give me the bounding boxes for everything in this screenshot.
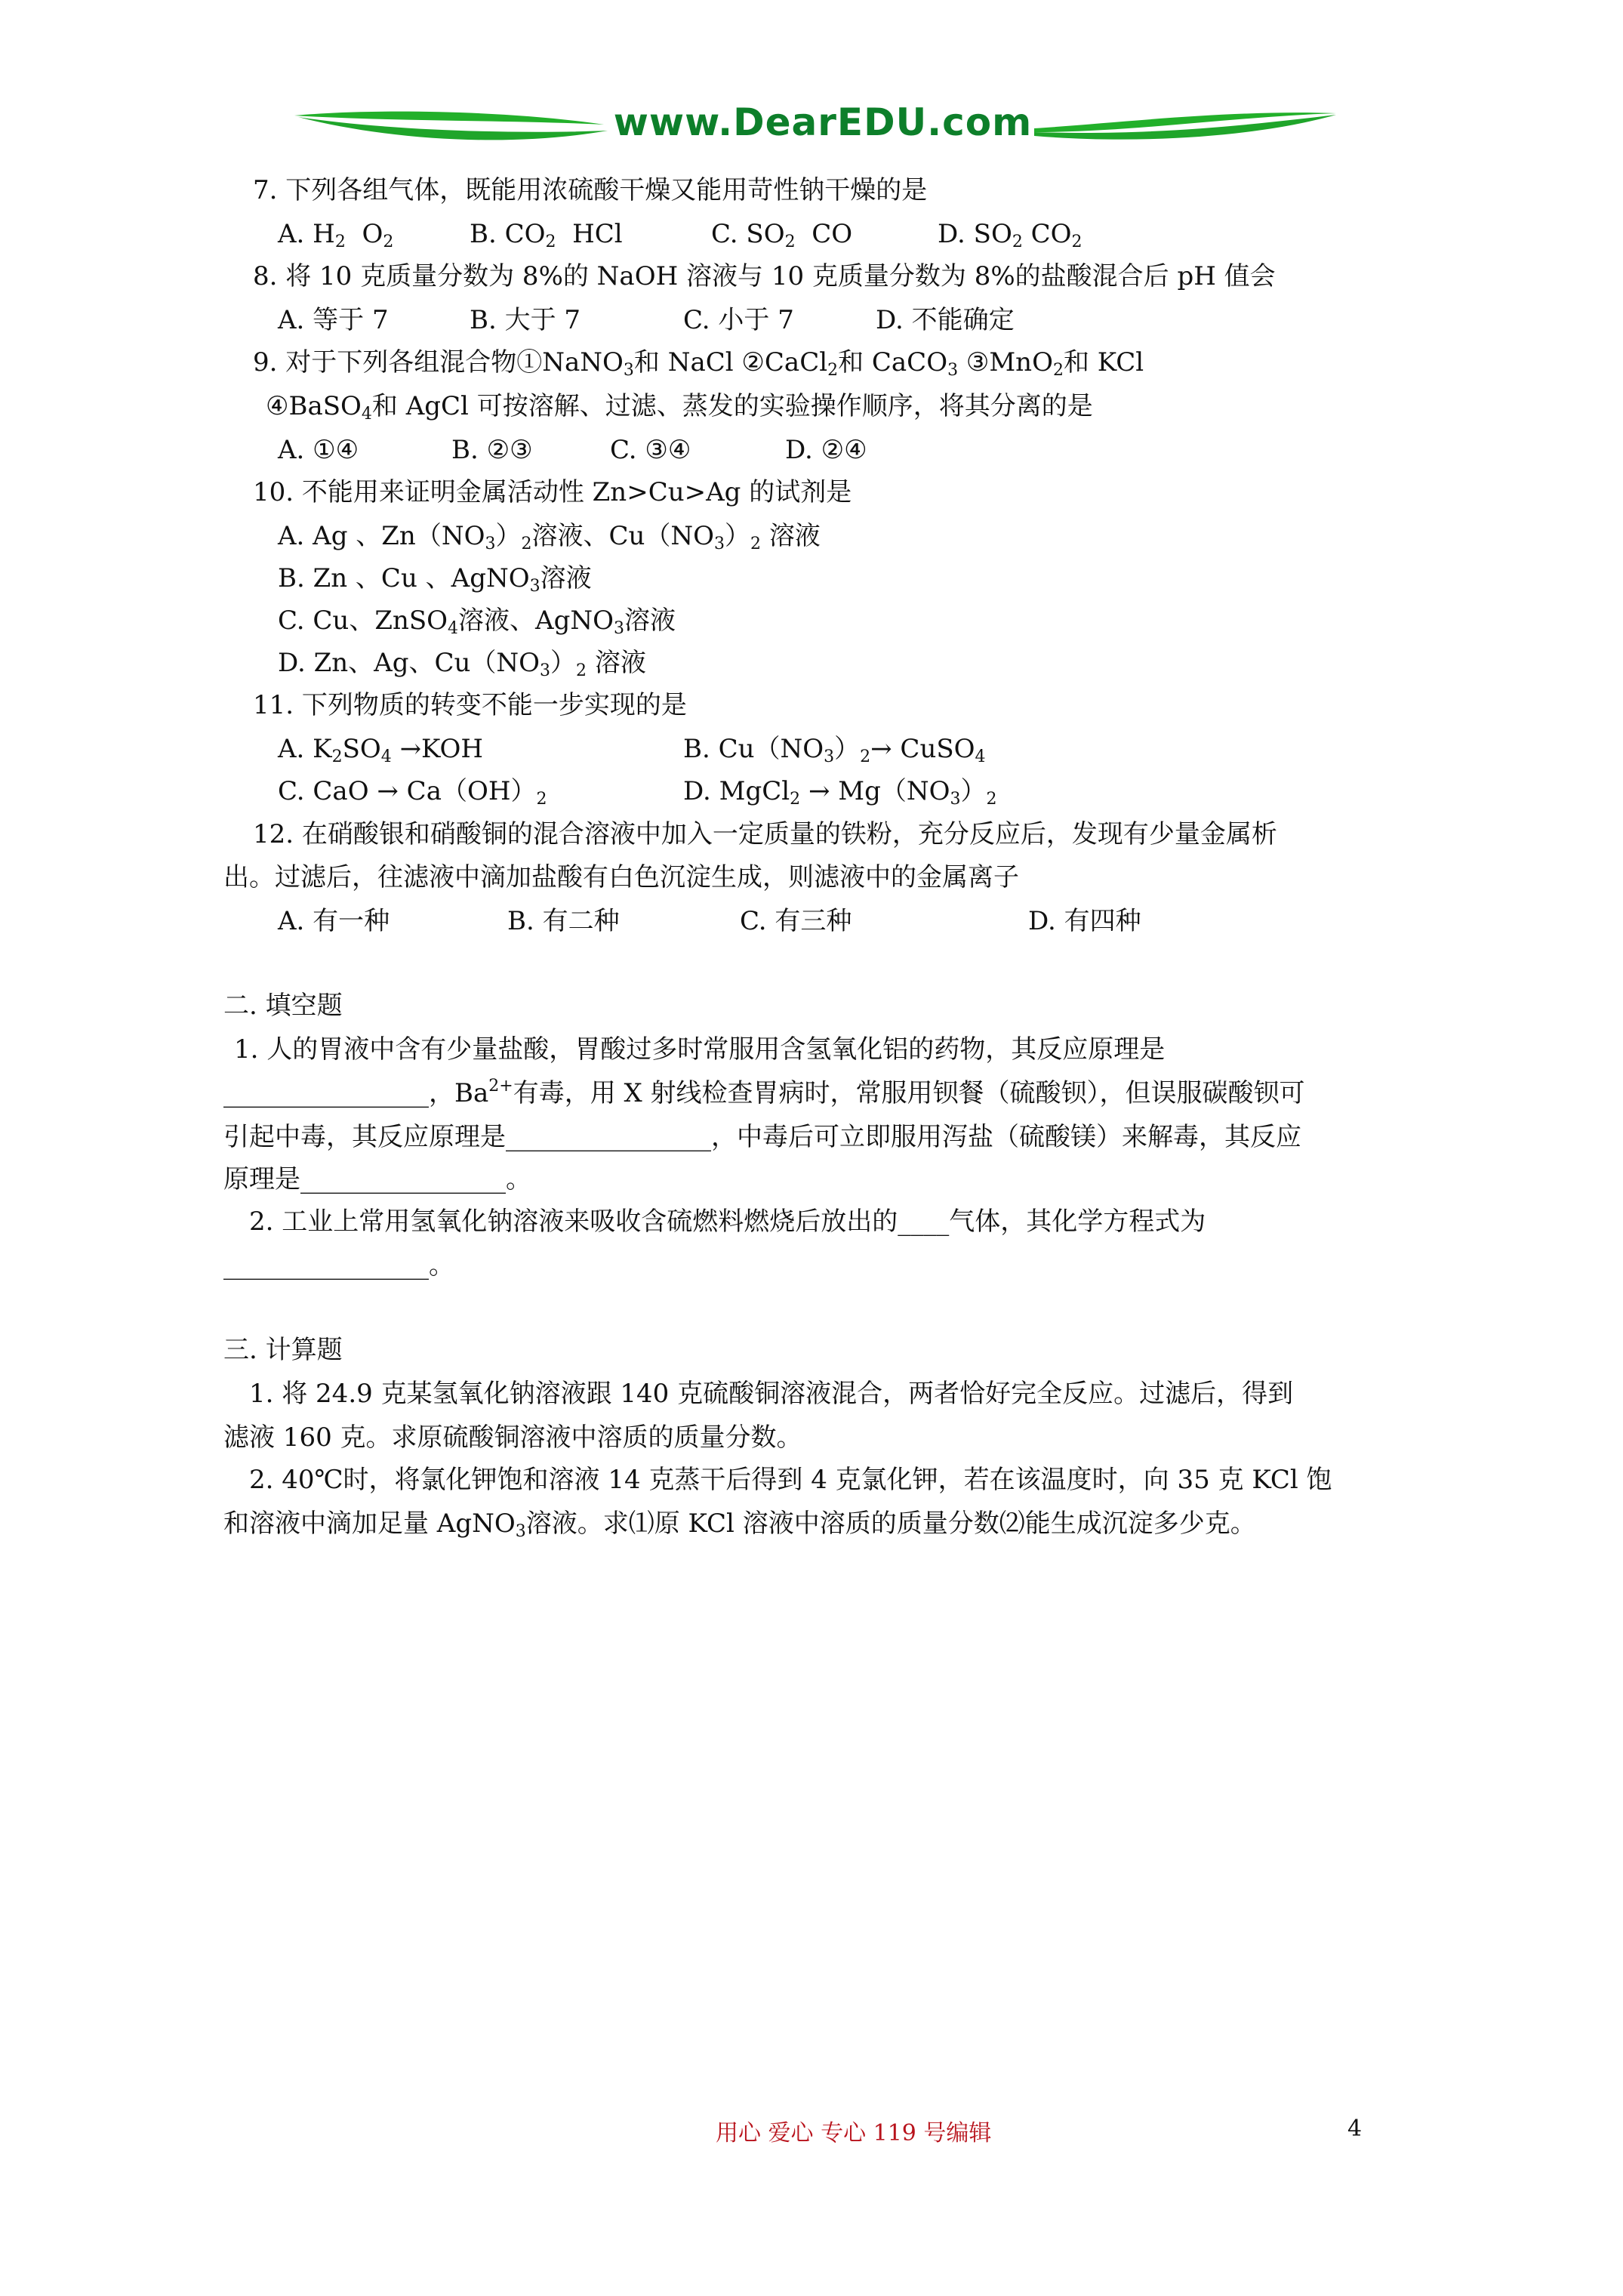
q7-option-c: C. $SO_2$ CO — [711, 219, 853, 251]
q12-option-a: A. 有一种 — [278, 906, 390, 936]
q9-option-d: D. ②④ — [785, 435, 867, 465]
q9-option-c: C. ③④ — [610, 435, 691, 465]
q8-option-d: D. 不能确定 — [876, 305, 1015, 335]
q11-option-d: D. MgCl$_2$ → $Mg(NO_3)_2$ — [683, 776, 997, 809]
q9-stem-line2: ④BaSO$_4$和 AgCl 可按溶解、过滤、蒸发的实验操作顺序，将其分离的是 — [266, 391, 1093, 424]
q9-option-b: B. ②③ — [451, 435, 533, 465]
q11-stem: 11. 下列物质的转变不能一步实现的是 — [253, 690, 687, 720]
page-number: 4 — [1347, 2116, 1363, 2142]
q7-option-a: A. $H_2$ $O_2$ — [278, 219, 394, 251]
logo-text: www.DearEDU.com — [613, 100, 1033, 144]
q8-option-c: C. 小于 7 — [683, 305, 794, 335]
q12-option-b: B. 有二种 — [507, 906, 620, 936]
q11-option-b: B. $Cu(NO_3)_2\to$ CuSO$_4$ — [683, 734, 986, 766]
q7-stem: 7. 下列各组气体，既能用浓硫酸干燥又能用苛性钠干燥的是 — [253, 175, 928, 205]
q7-option-b: B. $CO_2$ HCl — [470, 219, 623, 251]
q12-stem-line2: 出。过滤后，往滤液中滴加盐酸有白色沉淀生成，则滤液中的金属离子 — [223, 862, 1019, 892]
calc-q2-line1: 2. 40℃时，将氯化钾饱和溶液 14 克蒸干后得到 4 克氯化钾，若在该温度时，向 35 克 KCl 饱 — [249, 1465, 1332, 1495]
header-logo — [287, 94, 1344, 162]
q8-option-b: B. 大于 7 — [470, 305, 581, 335]
q11-option-c: C. CaO → $Ca(OH)_2$ — [278, 776, 547, 809]
q10-stem: 10. 不能用来证明金属活动性 Zn>Cu>Ag 的试剂是 — [253, 477, 852, 507]
q8-option-a: A. 等于 7 — [278, 305, 389, 335]
fill-q2-line1: 2. 工业上常用氢氧化钠溶液来吸收含硫燃料燃烧后放出的____气体，其化学方程式为 — [249, 1207, 1206, 1237]
q10-option-c: C. Cu、ZnSO$_4$溶液、AgNO$_3$溶液 — [278, 606, 676, 638]
calc-q1-line2: 滤液 160 克。求原硫酸铜溶液中溶质的质量分数。 — [223, 1422, 802, 1453]
q11-option-a: A. $K_2SO_4 \to KOH$ — [278, 734, 484, 766]
q9-stem: 9. 对于下列各组混合物①NaNO$_3$和 NaCl ②CaCl$_2$和 CaCO$_3$ ③MnO$_2$和 KCl — [253, 347, 1144, 380]
q8-stem: 8. 将 10 克质量分数为 8%的 NaOH 溶液与 10 克质量分数为 8%的盐酸混合后 pH 值会 — [253, 261, 1276, 291]
fill-q1-line2: ________________，$Ba^{2+}$有毒，用 X 射线检查胃病时，常服用钡餐（硫酸钡），但误服碳酸钡可 — [223, 1077, 1305, 1108]
section-fill-in-title: 二. 填空题 — [223, 991, 343, 1021]
calc-q2-line2: 和溶液中滴加足量 AgNO$_3$溶液。求⑴原 KCl 溶液中溶质的质量分数⑵能生成沉淀多少克。 — [223, 1509, 1256, 1541]
fill-q1-line1: 1. 人的胃液中含有少量盐酸，胃酸过多时常服用含氢氧化铝的药物，其反应原理是 — [234, 1034, 1166, 1065]
q9-option-a: A. ①④ — [278, 435, 359, 465]
q10-option-a: A. Ag 、$Zn(NO_3)_2$溶液、$Cu(NO_3)_2$ 溶液 — [278, 521, 821, 553]
q12-option-c: C. 有三种 — [740, 906, 852, 936]
fill-q1-line4: 原理是________________。 — [223, 1164, 531, 1194]
q10-option-d: D. Zn、Ag、$Cu(NO_3)_2$ 溶液 — [278, 648, 646, 680]
section-calc-title: 三. 计算题 — [223, 1335, 343, 1365]
fill-q1-line3: 引起中毒，其反应原理是________________，中毒后可立即服用泻盐（硫酸镁）来解毒，其反应 — [223, 1122, 1301, 1152]
q10-option-b: B. Zn 、Cu 、AgNO$_3$溶液 — [278, 563, 592, 596]
calc-q1-line1: 1. 将 24.9 克某氢氧化钠溶液跟 140 克硫酸铜溶液混合，两者恰好完全反应。过滤后，得到 — [249, 1379, 1294, 1409]
fill-q2-line2: ________________。 — [223, 1250, 454, 1281]
q12-stem: 12. 在硝酸银和硝酸铜的混合溶液中加入一定质量的铁粉，充分反应后，发现有少量金属析 — [253, 819, 1277, 849]
footer-credit: 用心 爱心 专心 119 号编辑 — [716, 2120, 992, 2147]
q7-option-d: D. $SO_2$ $CO_2$ — [938, 219, 1083, 251]
q12-option-d: D. 有四种 — [1028, 906, 1141, 936]
